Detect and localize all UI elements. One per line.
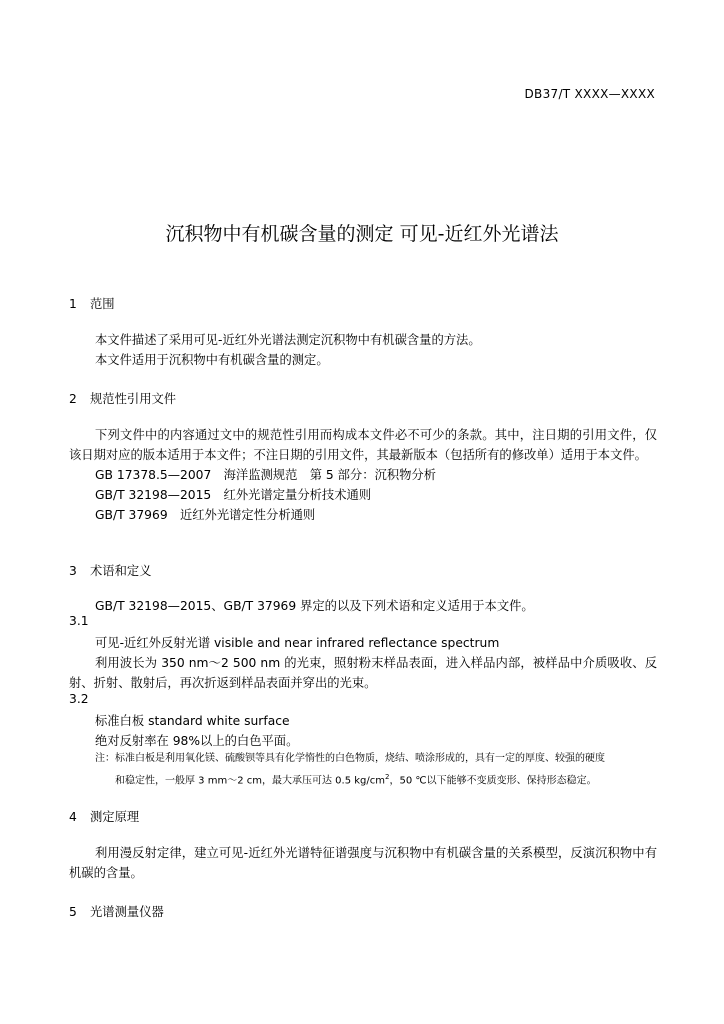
section-title: 光谱测量仪器 [90,905,164,919]
paragraph: 本文件描述了采用可见-近红外光谱法测定沉积物中有机碳含量的方法。 [95,333,481,347]
section-title: 范围 [90,297,115,311]
term-definition: 利用波长为 350 nm～2 500 nm 的光束，照射粉末样品表面，进入样品内部，被样品中介质吸收、反射、折射、散射后，再次折返到样品表面并穿出的光束。 [69,656,657,690]
term-number: 3.1 [69,614,89,628]
standard-code: DB37/T XXXX—XXXX [524,87,655,101]
section-number: 1 [69,297,77,311]
superscript: 2 [385,773,390,781]
note-line [95,768,657,790]
paragraph: 利用漫反射定律，建立可见-近红外光谱特征谱强度与沉积物中有机碳含量的关系模型，反演沉积物中有机碳的含量。 [69,846,657,880]
section-heading-2 [69,389,176,407]
section-number: 5 [69,905,77,919]
reference-item: GB 17378.5—2007 海洋监测规范 第 5 部分：沉积物分析 [95,468,437,482]
section-number: 2 [69,392,77,406]
section-title: 测定原理 [90,810,140,824]
term-definition: 绝对反射率在 98%以上的白色平面。 [95,734,299,748]
section-heading-1 [69,294,115,312]
term-name: 可见-近红外反射光谱 visible and near infrared reflectance spectrum [95,636,500,650]
term-number: 3.2 [69,692,89,706]
section-4-body [69,843,657,883]
section-3-intro [69,596,657,616]
note-text: 和稳定性，一般厚 3 mm～2 cm，最大承压可达 0.5 kg/cm [115,775,385,787]
note-line: 注：标准白板是利用氧化镁、硫酸钡等具有化学惰性的白色物质，烧结、喷涂形成的，具有一定的厚度、较强的硬度 [95,753,605,764]
section-title: 术语和定义 [90,564,152,578]
reference-item: GB/T 37969 近红外光谱定性分析通则 [95,508,316,522]
paragraph: GB/T 32198—2015、GB/T 37969 界定的以及下列术语和定义适用于本文件。 [95,599,534,613]
section-heading-4 [69,807,139,825]
section-heading-3 [69,561,152,579]
section-number: 3 [69,564,77,578]
term-entry-3-1 [69,633,657,693]
reference-item: GB/T 32198—2015 红外光谱定量分析技术通则 [95,488,372,502]
term-name: 标准白板 standard white surface [95,714,290,728]
paragraph: 本文件适用于沉积物中有机碳含量的测定。 [95,353,329,367]
paragraph: 下列文件中的内容通过文中的规范性引用而构成本文件必不可少的条款。其中，注日期的引用文件，仅该日期对应的版本适用于本文件；不注日期的引用文件，其最新版本（包括所有的修改单）适用于本文件。 [69,428,657,462]
term-note [95,749,657,790]
document-title: 沉积物中有机碳含量的测定 可见-近红外光谱法 [165,223,559,245]
section-2-body [69,425,657,525]
term-entry-3-2 [69,711,657,751]
section-number: 4 [69,810,77,824]
note-text: ，50 ℃以下能够不变质变形、保持形态稳定。 [389,775,597,787]
section-title: 规范性引用文件 [90,392,177,406]
section-heading-5 [69,902,164,920]
section-1-body [69,330,657,370]
